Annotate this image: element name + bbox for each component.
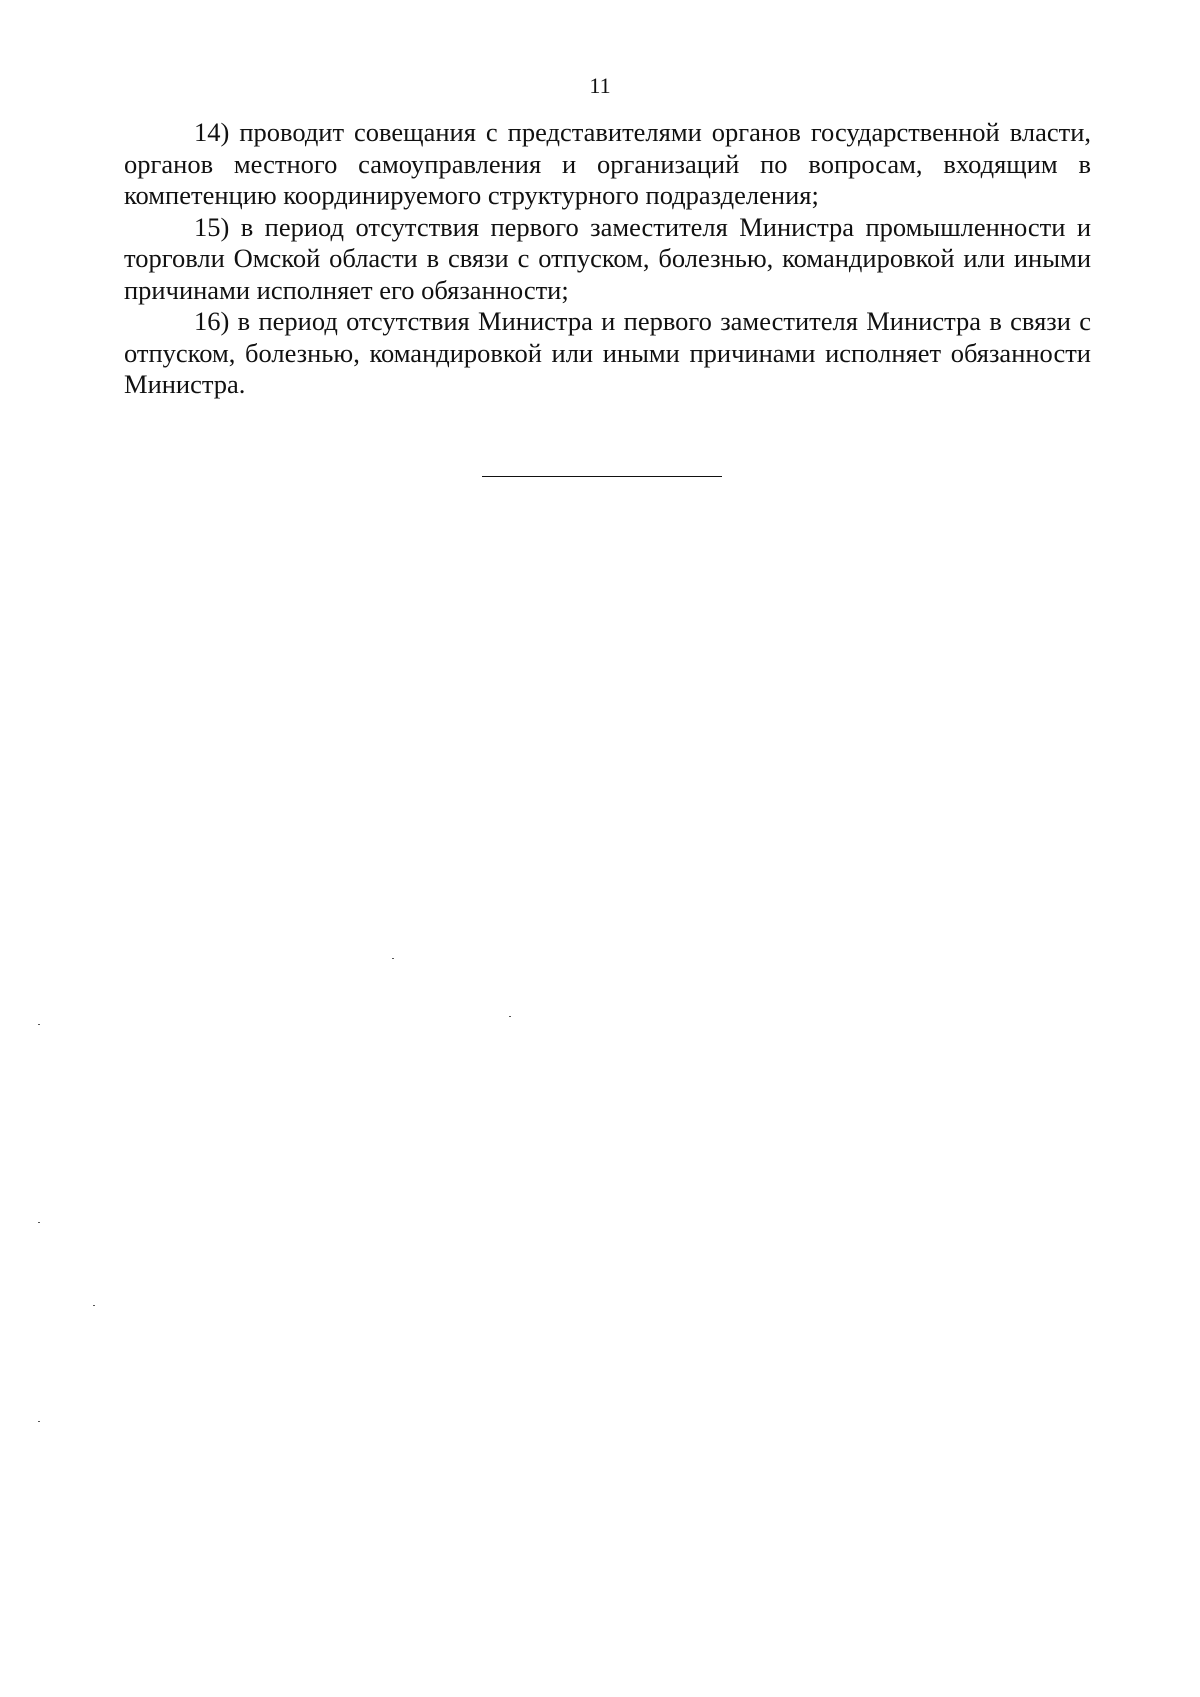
scan-speck — [38, 1421, 40, 1422]
body-text — [124, 117, 1091, 401]
scan-speck — [38, 1222, 40, 1223]
paragraph-item-15: 15) в период отсутствия первого заместителя Министра промышленности и торговли Омской области в связи с отпуском, болезнью, командировкой или иными причинами исполняет его обязанности; — [124, 211, 1091, 305]
end-of-text-rule — [482, 476, 722, 477]
scan-speck — [93, 1305, 95, 1306]
scan-speck — [392, 958, 394, 959]
page-number: 11 — [589, 73, 611, 98]
scan-speck — [38, 1024, 40, 1025]
paragraph-item-16: 16) в период отсутствия Министра и первого заместителя Министра в связи с отпуском, болезнью, командировкой или иными причинами исполняет обязанности Министра. — [124, 306, 1091, 399]
scan-speck — [509, 1016, 511, 1017]
paragraph-item-14: 14) проводит совещания с представителями органов государственной власти, органов местного самоуправления и организаций по вопросам, входящим в компетенцию координируемого структурного подразделения; — [124, 117, 1091, 210]
